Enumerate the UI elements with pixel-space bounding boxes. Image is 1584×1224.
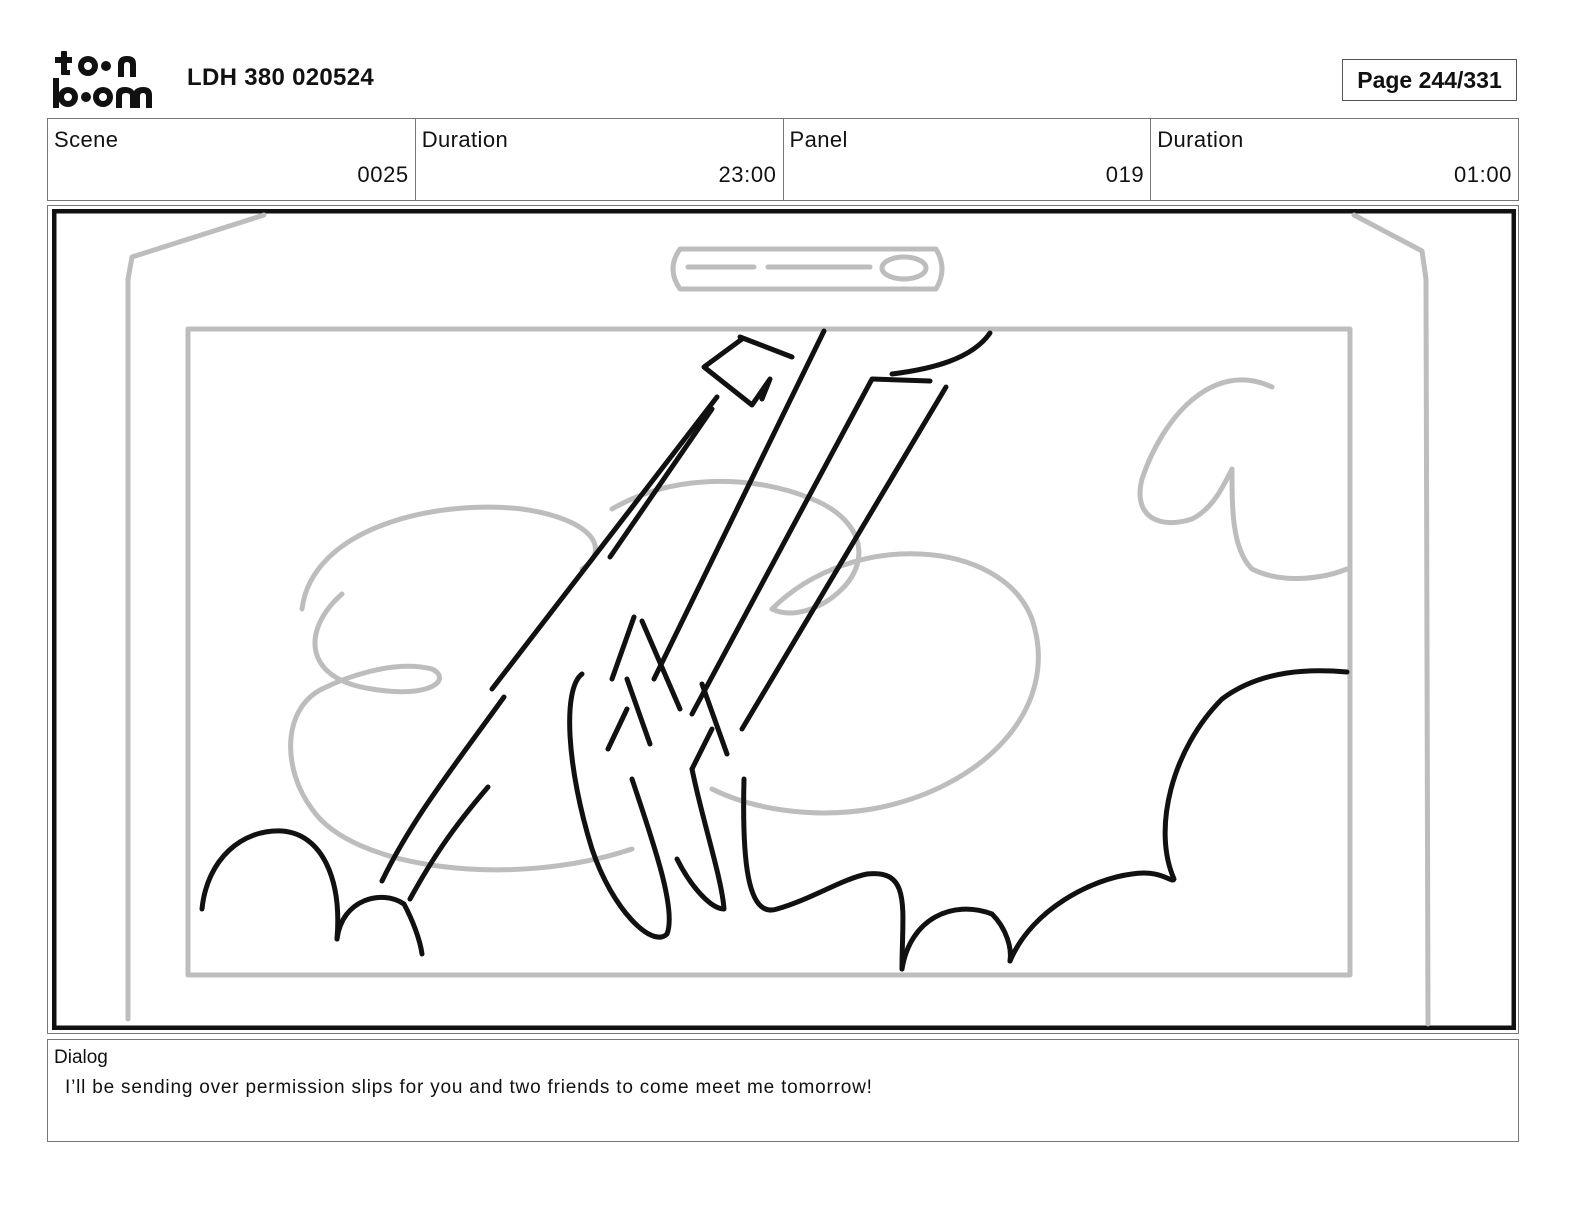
scene-info-row [47, 118, 1519, 201]
storyboard-panel-drawing [52, 209, 1516, 1030]
panel-cell [784, 119, 1152, 200]
scene-duration-cell [416, 119, 784, 200]
panel-duration-value: 01:00 [1453, 162, 1512, 187]
panel-label: Panel [789, 127, 848, 152]
dialog-box [47, 1039, 1519, 1142]
toon-boom-logo-mark [52, 48, 164, 110]
panel-value: 019 [1105, 162, 1145, 187]
scene-duration-label: Duration [421, 127, 509, 152]
scene-cell [48, 119, 416, 200]
dialog-label: Dialog [54, 1047, 108, 1068]
page-number: Page 244/331 [1342, 59, 1517, 101]
project-title: LDH 380 020524 [187, 64, 374, 91]
panel-duration-label: Duration [1157, 127, 1244, 152]
scene-value: 0025 [357, 162, 409, 187]
panel-duration-cell [1151, 119, 1518, 200]
toon-boom-logo [52, 48, 164, 110]
dialog-text: I’ll be sending over permission slips for you and two friends to come meet me tomorrow! [65, 1077, 873, 1098]
scene-label: Scene [54, 127, 119, 152]
scene-duration-value: 23:00 [718, 162, 777, 187]
